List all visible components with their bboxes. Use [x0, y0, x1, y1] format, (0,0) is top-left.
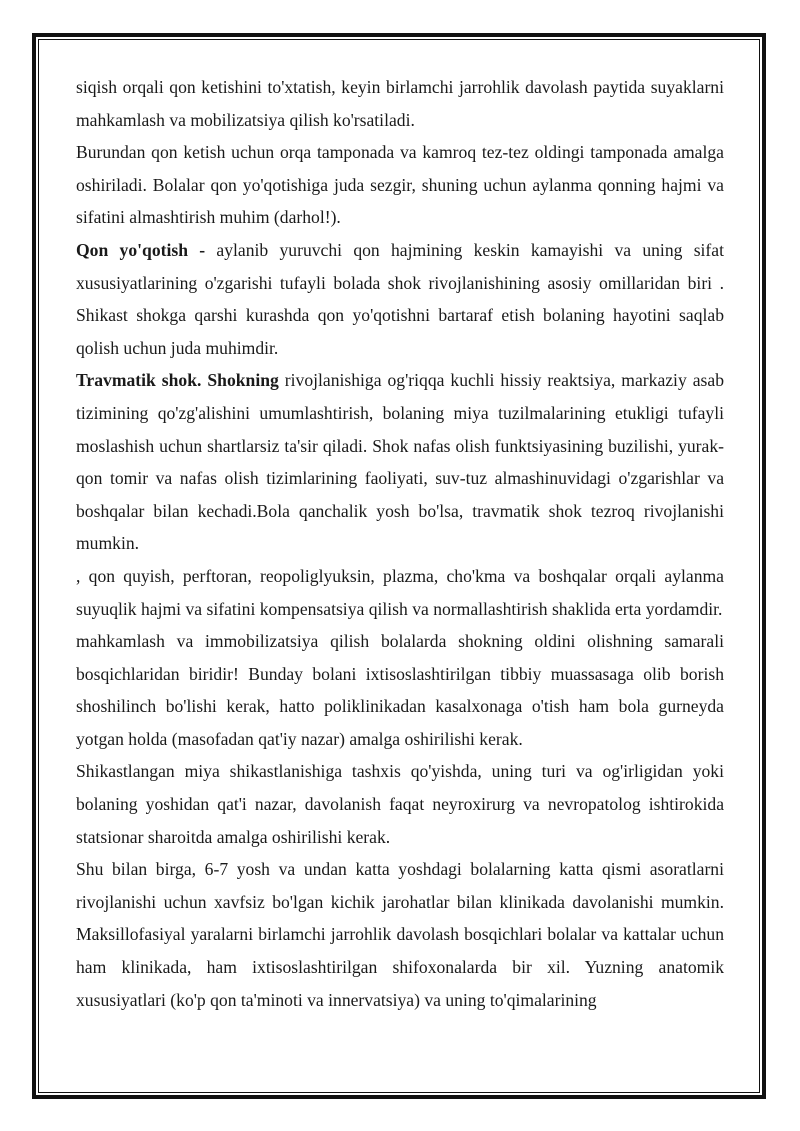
paragraph-text: rivojlanishiga og'riqqa kuchli hissiy reaktsiya, markaziy asab tizimining qo'zg'alishini umumlashtirish, bolaning miya tuzilmalarining etukligi tufayli moslashish uchun shartlarsiz ta'sir qiladi. Shok nafas olish funktsiyasining buzilishi, yurak-qon tomir va nafas olish tizimlarining faoliyati, suv-tuz almashinuvidagi o'zgarishlar va boshqalar bilan kechadi.Bola qanchalik yosh bo'lsa, travmatik shok tezroq rivojlanishi mumkin.: [76, 370, 724, 554]
paragraph: [76, 71, 724, 136]
paragraph-text: , qon quyish, perftoran, reopoliglyuksin, plazma, cho'kma va boshqalar orqali aylanma suyuqlik hajmi va sifatini kompensatsiya qilish va normallashtirish shaklida erta yordamdir.: [76, 565, 724, 619]
paragraph: [76, 136, 724, 234]
paragraph: [76, 560, 724, 625]
paragraph: [76, 853, 724, 1016]
paragraph-text: Burundan qon ketish uchun orqa tamponada va kamroq tez-tez oldingi tamponada amalga oshiriladi. Bolalar qon yo'qotishiga juda sezgir, shuning uchun aylanma qonning hajmi va sifatini almashtirish muhim (darhol!).: [76, 142, 724, 228]
document-body: [76, 71, 724, 1016]
paragraph-text: mahkamlash va immobilizatsiya qilish bolalarda shokning oldini olishning samarali bosqichlaridan biridir! Bunday bolani ixtisoslashtirilgan tibbiy muassasaga olib borish shoshilinch bo'lishi kerak, hatto poliklinikadan kasalxonaga o'tish ham bola gurneyda yotgan holda (masofadan qat'iy nazar) amalga oshirilishi kerak.: [76, 631, 724, 749]
paragraph-text: aylanib yuruvchi qon hajmining keskin kamayishi va uning sifat xususiyatlarining o'zgarishi tufayli bolada shok rivojlanishining asosiy omillaridan biri . Shikast shokga qarshi kurashda qon yo'qotishni bartaraf etish bolaning hayotini saqlab qolish uchun juda muhimdir.: [76, 239, 724, 358]
paragraph: [76, 364, 724, 560]
paragraph: [76, 234, 724, 364]
paragraph: [76, 755, 724, 853]
paragraph-lead: Travmatik shok. Shokning: [76, 370, 279, 391]
paragraph-lead: Qon yo'qotish -: [76, 239, 206, 260]
paragraph: [76, 625, 724, 755]
paragraph-text: siqish orqali qon ketishini to'xtatish, keyin birlamchi jarrohlik davolash paytida suyaklarni mahkamlash va mobilizatsiya qilish ko'rsatiladi.: [76, 77, 724, 130]
paragraph-text: Shikastlangan miya shikastlanishiga tashxis qo'yishda, uning turi va og'irligidan yoki bolaning yoshidan qat'i nazar, davolanish faqat neyroxirurg va nevropatolog ishtirokida statsionar sharoitda amalga oshirilishi kerak.: [76, 761, 724, 847]
paragraph-text: Shu bilan birga, 6-7 yosh va undan katta yoshdagi bolalarning katta qismi asoratlarni rivojlanishi uchun xavfsiz bo'lgan kichik jarohatlar bilan klinikada davolanishi mumkin. Maksillofasiyal yaralarni birlamchi jarrohlik davolash bosqichlari bolalar va kattalar uchun ham klinikada, ham ixtisoslashtirilgan shifoxonalarda bir xil. Yuzning anatomik xususiyatlari (ko'p qon ta'minoti va innervatsiya) va uning to'qimalarining: [76, 859, 724, 1010]
